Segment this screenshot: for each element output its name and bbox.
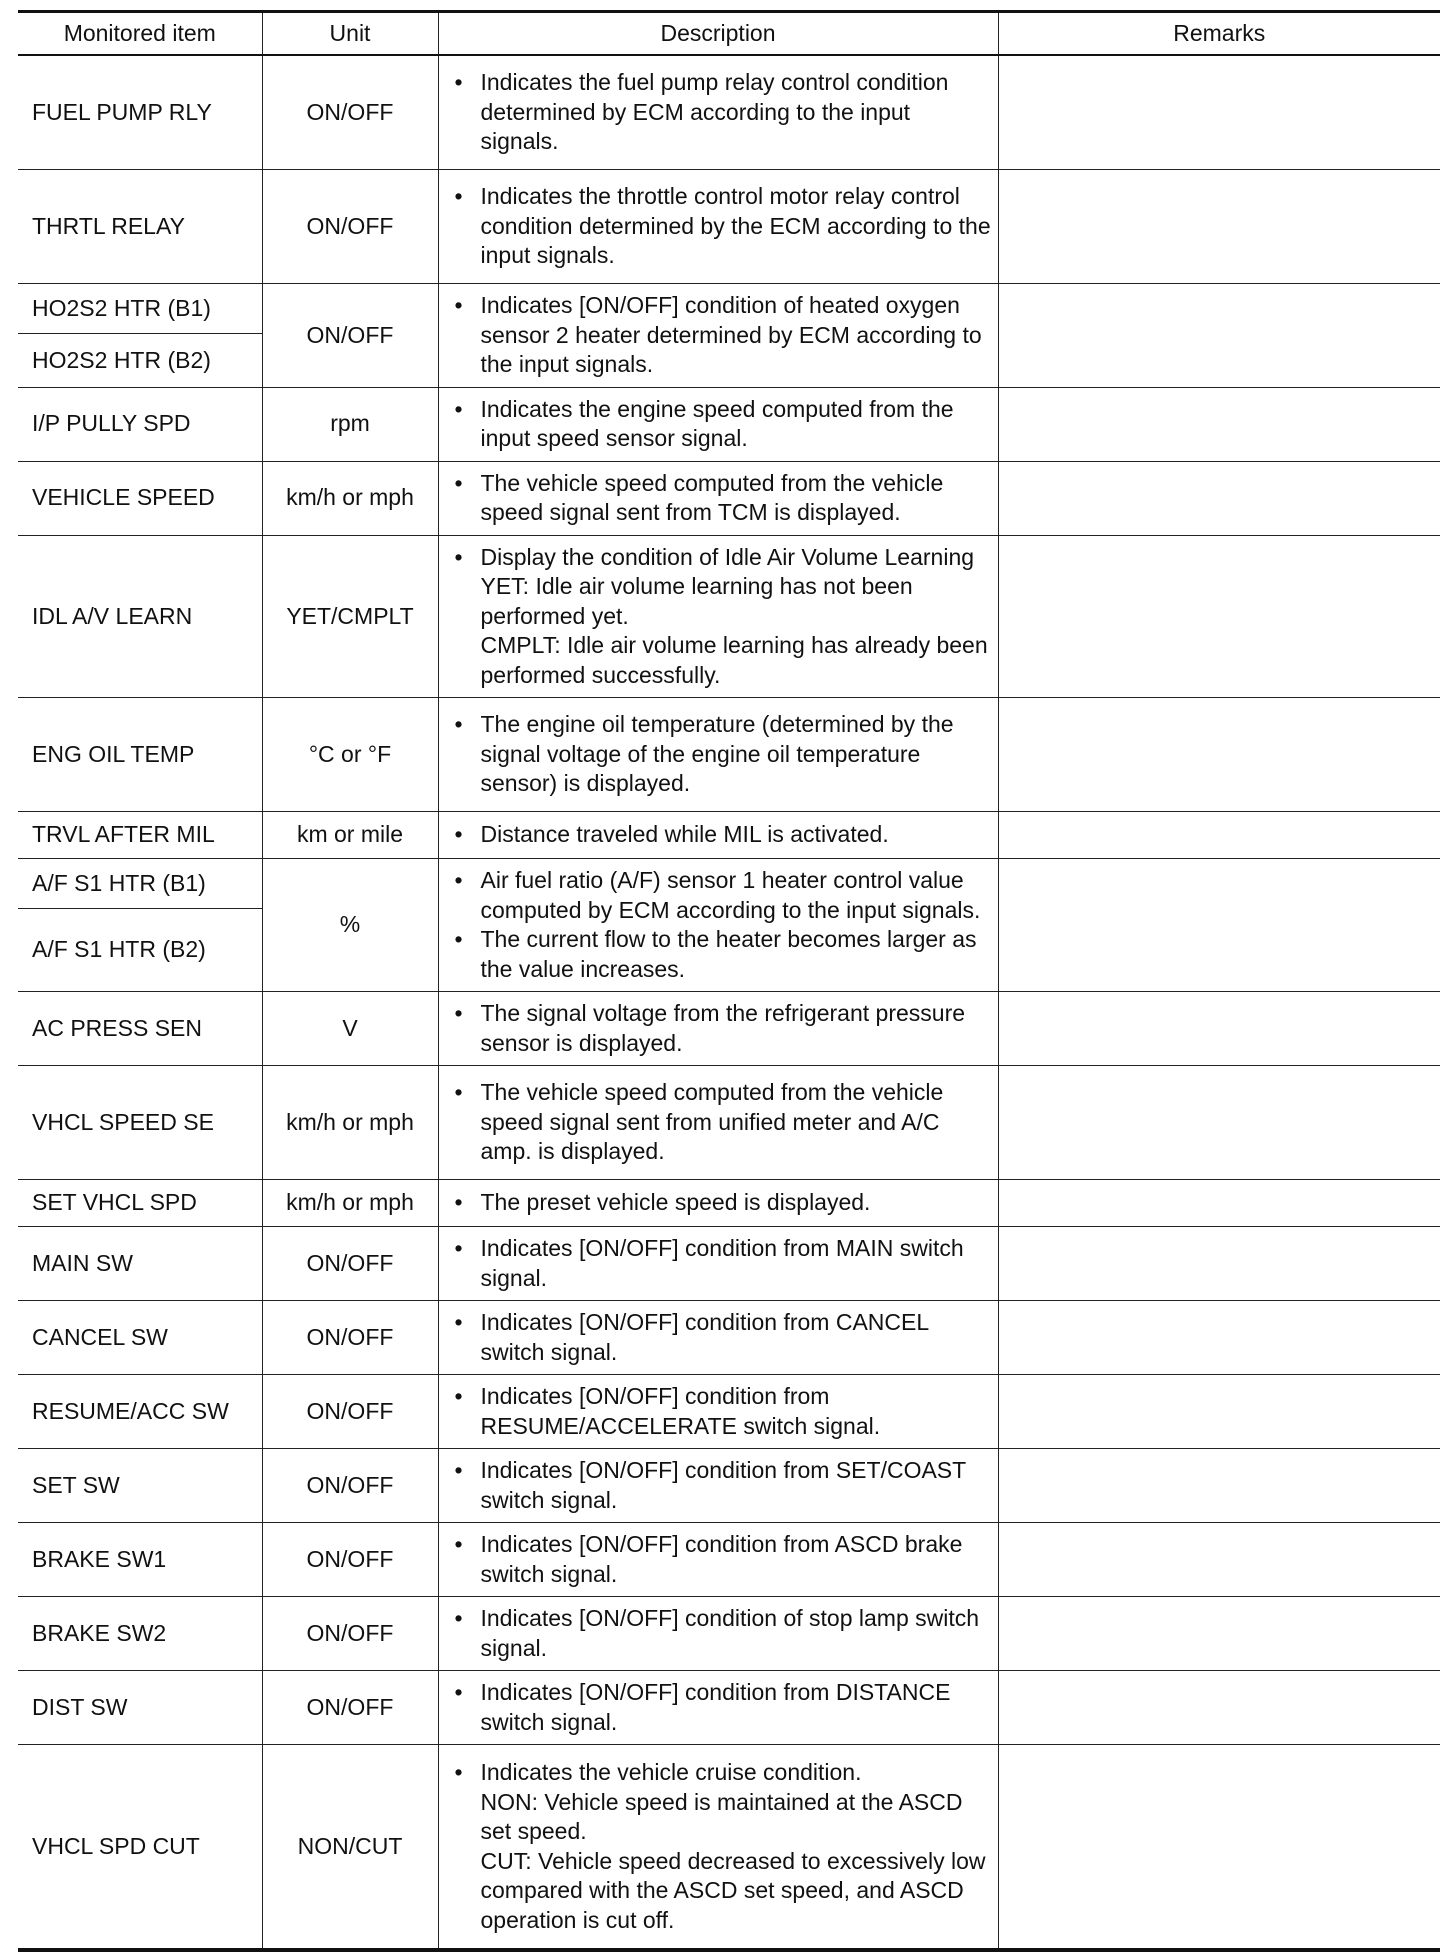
item-cell: MAIN SW [18, 1227, 262, 1301]
description-bullet: • Display the condition of Idle Air Volume Learning [451, 543, 992, 573]
description-bullet: • Indicates [ON/OFF] condition from MAIN switch signal. [451, 1234, 992, 1293]
table-row [18, 284, 1440, 334]
unit-cell: ON/OFF [262, 1449, 438, 1523]
table-row [18, 387, 1440, 461]
remarks-cell [998, 1301, 1440, 1375]
table-row [18, 170, 1440, 284]
remarks-cell [998, 1180, 1440, 1227]
remarks-cell [998, 170, 1440, 284]
remarks-cell [998, 461, 1440, 535]
remarks-cell [998, 812, 1440, 859]
monitor-table-container [18, 10, 1440, 1952]
remarks-cell [998, 535, 1440, 698]
item-cell: BRAKE SW1 [18, 1523, 262, 1597]
table-row [18, 1180, 1440, 1227]
unit-cell: ON/OFF [262, 1597, 438, 1671]
item-cell: HO2S2 HTR (B1) [18, 284, 262, 334]
table-row [18, 859, 1440, 909]
table-row [18, 1066, 1440, 1180]
description-bullet: • Indicates the engine speed computed from the input speed sensor signal. [451, 395, 992, 454]
item-cell: A/F S1 HTR (B1) [18, 859, 262, 909]
description-bullet: • Indicates [ON/OFF] condition from ASCD brake switch signal. [451, 1530, 992, 1589]
item-cell: RESUME/ACC SW [18, 1375, 262, 1449]
table-row [18, 1597, 1440, 1671]
description-bullet: • The vehicle speed computed from the vehicle speed signal sent from unified meter and A/C amp. is displayed. [451, 1078, 992, 1167]
description-bullet: • Indicates the vehicle cruise condition. [451, 1758, 992, 1788]
unit-cell: NON/CUT [262, 1745, 438, 1951]
description-cell [438, 170, 998, 284]
item-cell: AC PRESS SEN [18, 992, 262, 1066]
description-cell [438, 1066, 998, 1180]
remarks-cell [998, 55, 1440, 170]
remarks-cell [998, 284, 1440, 388]
description-cmplt-line: CMPLT: Idle air volume learning has already been performed successfully. [480, 632, 988, 688]
table-row [18, 461, 1440, 535]
description-cell [438, 698, 998, 812]
description-bullet: • Indicates [ON/OFF] condition of heated oxygen sensor 2 heater determined by ECM according to the input signals. [451, 291, 992, 380]
item-cell: BRAKE SW2 [18, 1597, 262, 1671]
unit-cell: V [262, 992, 438, 1066]
header-unit: Unit [262, 12, 438, 56]
unit-cell: ON/OFF [262, 170, 438, 284]
item-cell: FUEL PUMP RLY [18, 55, 262, 170]
unit-cell: km/h or mph [262, 1066, 438, 1180]
item-cell: I/P PULLY SPD [18, 387, 262, 461]
table-row [18, 55, 1440, 170]
remarks-cell [998, 859, 1440, 992]
item-cell: TRVL AFTER MIL [18, 812, 262, 859]
unit-cell: km or mile [262, 812, 438, 859]
description-cell [438, 859, 998, 992]
description-cell [438, 55, 998, 170]
description-cell [438, 992, 998, 1066]
item-cell: VEHICLE SPEED [18, 461, 262, 535]
unit-cell: rpm [262, 387, 438, 461]
description-cell [438, 1449, 998, 1523]
table-row [18, 1301, 1440, 1375]
item-cell: HO2S2 HTR (B2) [18, 334, 262, 387]
unit-cell: km/h or mph [262, 1180, 438, 1227]
description-cell [438, 1227, 998, 1301]
description-cell [438, 1523, 998, 1597]
remarks-cell [998, 1671, 1440, 1745]
description-cell [438, 1597, 998, 1671]
item-cell: CANCEL SW [18, 1301, 262, 1375]
remarks-cell [998, 1375, 1440, 1449]
description-bullet: • Indicates [ON/OFF] condition from DISTANCE switch signal. [451, 1678, 992, 1737]
item-cell: THRTL RELAY [18, 170, 262, 284]
table-row [18, 1227, 1440, 1301]
unit-cell: ON/OFF [262, 55, 438, 170]
item-cell: SET SW [18, 1449, 262, 1523]
description-cell [438, 387, 998, 461]
table-row [18, 992, 1440, 1066]
remarks-cell [998, 698, 1440, 812]
item-cell: ENG OIL TEMP [18, 698, 262, 812]
unit-cell: °C or °F [262, 698, 438, 812]
description-bullet: • Indicates the throttle control motor relay control condition determined by the ECM according to the input signals. [451, 182, 992, 271]
unit-cell: ON/OFF [262, 1375, 438, 1449]
table-row [18, 1745, 1440, 1951]
description-cell [438, 461, 998, 535]
description-bullet: • The signal voltage from the refrigerant pressure sensor is displayed. [451, 999, 992, 1058]
table-row [18, 1375, 1440, 1449]
description-yet-line: YET: Idle air volume learning has not been performed yet. [480, 573, 913, 629]
remarks-cell [998, 1745, 1440, 1951]
description-bullet: • The current flow to the heater becomes larger as the value increases. [451, 925, 992, 984]
remarks-cell [998, 387, 1440, 461]
table-row [18, 1523, 1440, 1597]
description-bullet: • Indicates [ON/OFF] condition from CANCEL switch signal. [451, 1308, 992, 1367]
table-header-row [18, 12, 1440, 56]
description-bullet: • Indicates [ON/OFF] condition from SET/COAST switch signal. [451, 1456, 992, 1515]
unit-cell: % [262, 859, 438, 992]
description-cell [438, 535, 998, 698]
description-cell [438, 284, 998, 388]
unit-cell: ON/OFF [262, 1523, 438, 1597]
description-bullet: • Air fuel ratio (A/F) sensor 1 heater control value computed by ECM according to the input signals. [451, 866, 992, 925]
table-row [18, 1671, 1440, 1745]
remarks-cell [998, 1227, 1440, 1301]
description-bullet: • Indicates [ON/OFF] condition of stop lamp switch signal. [451, 1604, 992, 1663]
description-cell [438, 1180, 998, 1227]
item-cell: VHCL SPD CUT [18, 1745, 262, 1951]
item-cell: SET VHCL SPD [18, 1180, 262, 1227]
description-cut-line: CUT: Vehicle speed decreased to excessively low compared with the ASCD set speed, and ASCD operation is cut off. [480, 1847, 986, 1933]
item-cell: DIST SW [18, 1671, 262, 1745]
description-cell [438, 1301, 998, 1375]
description-bullet: • The engine oil temperature (determined by the signal voltage of the engine oil temperature sensor) is displayed. [451, 710, 992, 799]
header-description: Description [438, 12, 998, 56]
data-monitor-table [18, 10, 1440, 1952]
item-cell: A/F S1 HTR (B2) [18, 908, 262, 991]
remarks-cell [998, 1066, 1440, 1180]
header-remarks: Remarks [998, 12, 1440, 56]
table-row [18, 698, 1440, 812]
description-cell [438, 1671, 998, 1745]
description-bullet: • The vehicle speed computed from the vehicle speed signal sent from TCM is displayed. [451, 469, 992, 528]
description-bullet: • Distance traveled while MIL is activated. [451, 820, 992, 850]
unit-cell: ON/OFF [262, 1671, 438, 1745]
description-cell [438, 1375, 998, 1449]
remarks-cell [998, 1597, 1440, 1671]
unit-cell: ON/OFF [262, 1301, 438, 1375]
item-cell: IDL A/V LEARN [18, 535, 262, 698]
description-bullet: • Indicates the fuel pump relay control condition determined by ECM according to the input signals. [451, 68, 992, 157]
description-cell [438, 812, 998, 859]
remarks-cell [998, 992, 1440, 1066]
item-cell: VHCL SPEED SE [18, 1066, 262, 1180]
table-row [18, 812, 1440, 859]
table-row [18, 1449, 1440, 1523]
unit-cell: ON/OFF [262, 1227, 438, 1301]
remarks-cell [998, 1449, 1440, 1523]
description-bullet: • The preset vehicle speed is displayed. [451, 1188, 992, 1218]
description-cell [438, 1745, 998, 1951]
description-bullet: • Indicates [ON/OFF] condition from RESUME/ACCELERATE switch signal. [451, 1382, 992, 1441]
remarks-cell [998, 1523, 1440, 1597]
table-row [18, 535, 1440, 698]
unit-cell: ON/OFF [262, 284, 438, 388]
unit-cell: YET/CMPLT [262, 535, 438, 698]
header-monitored-item: Monitored item [18, 12, 262, 56]
unit-cell: km/h or mph [262, 461, 438, 535]
description-non-line: NON: Vehicle speed is maintained at the ASCD set speed. [480, 1788, 963, 1844]
